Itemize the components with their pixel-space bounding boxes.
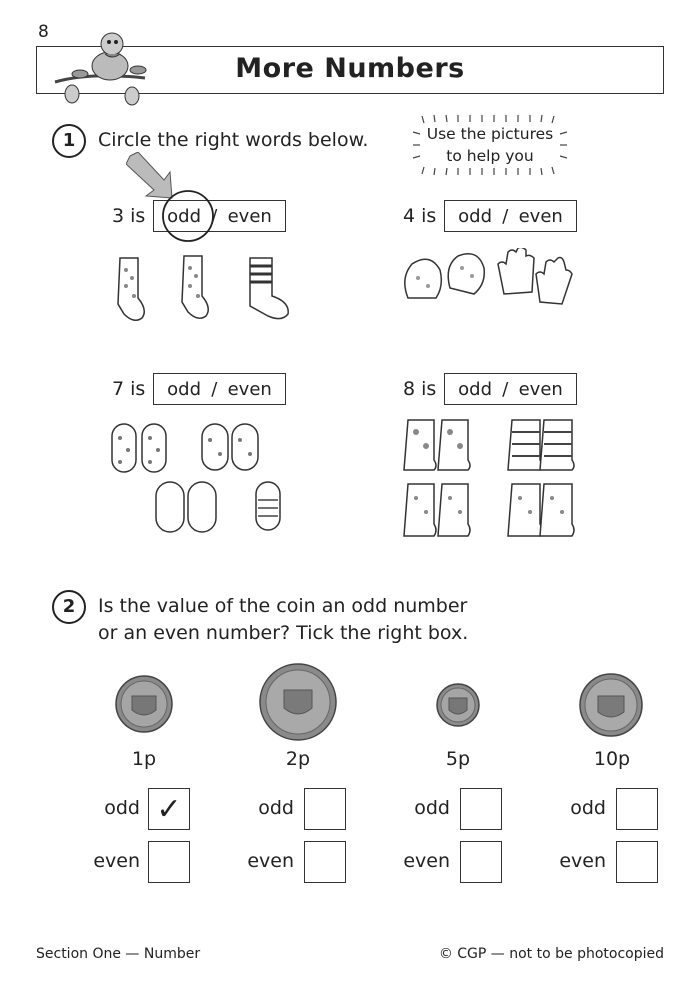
question-2-number: 2 <box>52 590 86 624</box>
question-2-line-2: or an even number? Tick the right box. <box>98 622 469 644</box>
statement-label: 8 is <box>403 378 437 400</box>
even-checkbox[interactable] <box>616 841 658 883</box>
option-even[interactable]: even <box>227 378 272 400</box>
socks-icon <box>112 252 302 324</box>
coin-label-10p: 10p <box>593 748 631 770</box>
coin-1p-icon <box>114 674 174 734</box>
tip-bubble <box>412 114 568 176</box>
coin-label-1p: 1p <box>131 748 157 770</box>
answer-box <box>444 373 577 405</box>
answer-circle <box>160 188 216 244</box>
odd-checkbox[interactable] <box>460 788 502 830</box>
odd-checkbox[interactable]: ✓ <box>148 788 190 830</box>
coin-label-5p: 5p <box>445 748 471 770</box>
bird-on-branch-icon <box>50 30 150 110</box>
statement-label: 4 is <box>403 205 437 227</box>
question-1-number: 1 <box>52 124 86 158</box>
question-2-line-1: Is the value of the coin an odd number <box>98 595 468 617</box>
odd-label: odd <box>258 797 294 819</box>
page-number: 8 <box>38 22 49 42</box>
odd-label: odd <box>104 797 140 819</box>
option-even[interactable]: even <box>227 205 272 227</box>
option-odd[interactable]: odd <box>458 205 492 227</box>
option-odd[interactable]: odd <box>458 378 492 400</box>
page-title: More Numbers <box>235 53 465 84</box>
tip-line-2: to help you <box>446 147 534 165</box>
option-even[interactable]: even <box>518 378 563 400</box>
statement-label: 3 is <box>112 205 146 227</box>
boots-icon <box>402 416 582 540</box>
option-slash: / <box>502 378 509 400</box>
option-odd[interactable]: odd <box>167 205 201 227</box>
option-slash: / <box>211 205 218 227</box>
option-slash: / <box>211 378 218 400</box>
even-checkbox[interactable] <box>460 841 502 883</box>
answer-box <box>153 373 286 405</box>
footer-copyright: © CGP — not to be photocopied <box>438 946 664 962</box>
even-label: even <box>559 850 606 872</box>
option-odd[interactable]: odd <box>167 378 201 400</box>
odd-checkbox[interactable] <box>616 788 658 830</box>
even-label: even <box>93 850 140 872</box>
odd-label: odd <box>570 797 606 819</box>
coin-2p-icon <box>258 662 338 742</box>
odd-label: odd <box>414 797 450 819</box>
option-slash: / <box>502 205 509 227</box>
statement-label: 7 is <box>112 378 146 400</box>
even-label: even <box>247 850 294 872</box>
flip-flops-icon <box>110 420 296 536</box>
option-even[interactable]: even <box>518 205 563 227</box>
coin-label-2p: 2p <box>285 748 311 770</box>
odd-checkbox[interactable] <box>304 788 346 830</box>
even-checkbox[interactable] <box>148 841 190 883</box>
even-label: even <box>403 850 450 872</box>
tip-line-1: Use the pictures <box>426 125 554 143</box>
even-checkbox[interactable] <box>304 841 346 883</box>
mittens-gloves-icon <box>400 248 584 318</box>
answer-box <box>444 200 577 232</box>
question-1-instruction: Circle the right words below. <box>98 129 369 151</box>
coin-10p-icon <box>578 672 644 738</box>
tip-text <box>412 114 568 176</box>
footer-section: Section One — Number <box>36 946 201 962</box>
coin-5p-icon <box>435 682 481 728</box>
